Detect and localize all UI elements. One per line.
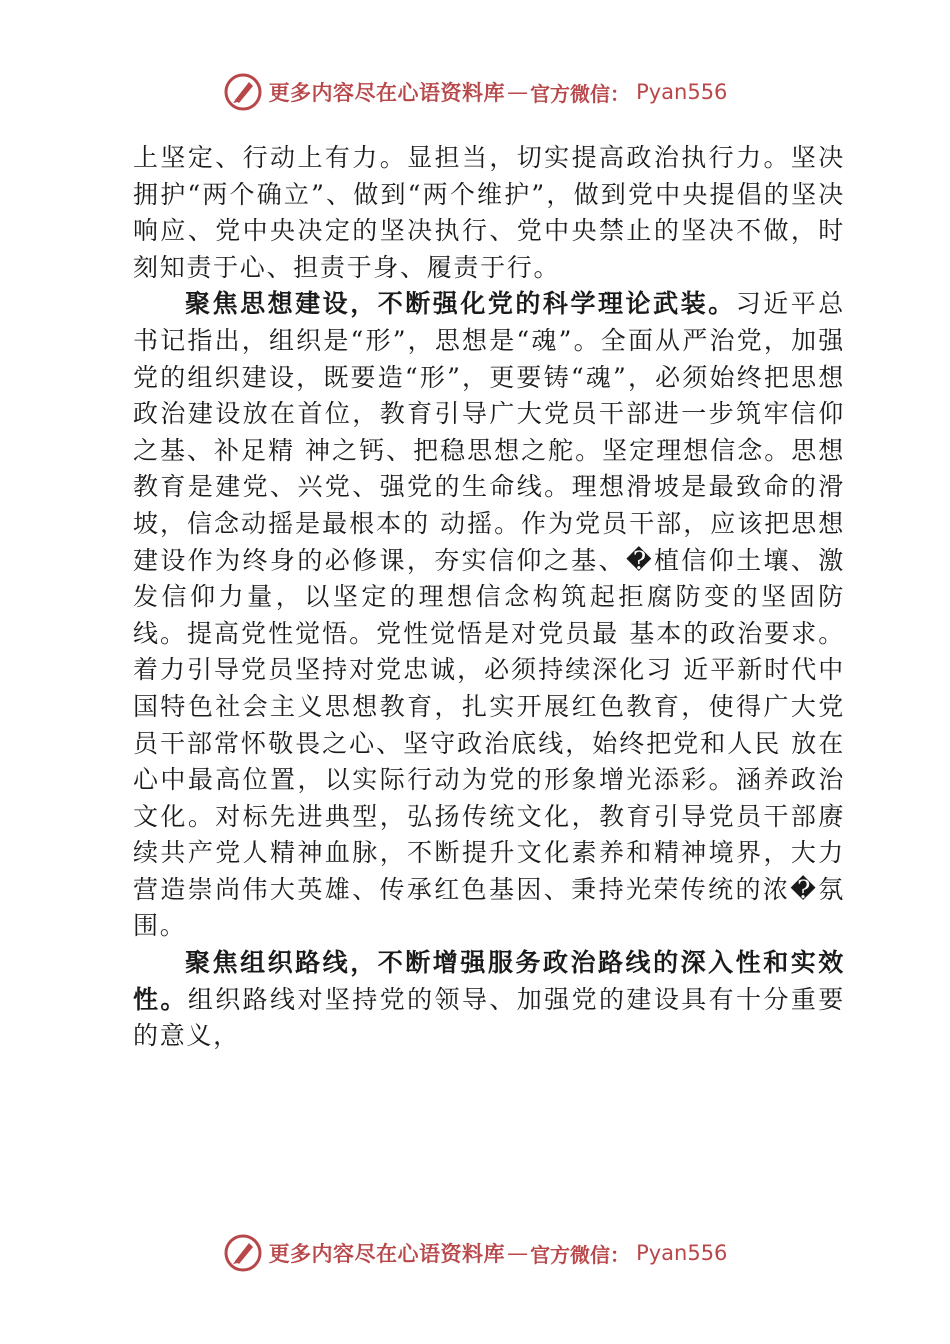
paragraph-2-text: 习近平总书记指出，组织是“形”，思想是“魂”。全面从严治党，加强党的组织建设，既要造“形”，更要铸“魂”，必须始终把思想政治建设放在首位，教育引导广大党员干部进一步筑牢信仰之基、补足精 神之钙、把稳思想之舵。坚定理想信念。思想教育是建党、兴党、强党的生命线。理想滑坡是最致命的滑坡，信念动摇是最根本的 动摇。作为党员干部，应该把思想建设作为终身的必修课，夯实信仰之基、�植信仰土壤、激发信仰力量，以坚定的理想信念构筑起拒腐防变的坚固防线。提高党性觉悟。党性觉悟是对党员最 基本的政治要求。着力引导党员坚持对党忠诚，必须持续深化习 近平新时代中国特色社会主义思想教育，扎实开展红色教育，使得广大党员干部常怀敬畏之心、坚守政治底线，始终把党和人民 放在心中最高位置，以实际行动为党的形象增光添彩。涵养政治文化。对标先进典型，弘扬传统文化，教育引导党员干部赓续共产党人精神血脉，不断提升文化素养和精神境界，大力营造崇尚伟大英雄、传承红色基因、秉持光荣传统的浓�氛围。 [133, 289, 845, 941]
paragraph-3-text: 组织路线对坚持党的领导、加强党的建设具有十分重要的意义， [133, 984, 845, 1051]
paragraph-3-heading: 聚焦组织路线，不断增强服务政治路线的深入性和实效性。 [133, 948, 845, 1014]
paragraph-1-text: 上坚定、行动上有力。显担当，切实提高政治执行力。坚决拥护“两个确立”、做到“两个维护”，做到党中央提倡的坚决响应、党中央决定的坚决执行、党中央禁止的坚决不做，时刻知责于心、担责于身、履责于行。 [133, 143, 845, 282]
document-body [133, 140, 845, 1055]
paragraph-1 [133, 140, 845, 286]
banner-wechat-id: Pyan556 [636, 1241, 728, 1265]
paragraph-2 [133, 286, 845, 945]
banner-dash: — [507, 80, 529, 104]
banner-wechat-label: 官方微信： [530, 81, 631, 106]
pen-logo-icon [223, 72, 263, 112]
banner-title: 更多内容尽在心语资料库 [268, 80, 506, 105]
banner-title: 更多内容尽在心语资料库 [268, 1241, 506, 1266]
pen-logo-icon [223, 1233, 263, 1273]
paragraph-3 [133, 945, 845, 1055]
banner-wechat-id: Pyan556 [636, 80, 728, 104]
banner-dash: — [507, 1241, 529, 1265]
footer-banner [0, 1231, 950, 1275]
paragraph-2-heading: 聚焦思想建设，不断强化党的科学理论武装。 [185, 289, 736, 319]
banner-wechat-label: 官方微信： [530, 1242, 631, 1267]
header-banner [0, 70, 950, 114]
